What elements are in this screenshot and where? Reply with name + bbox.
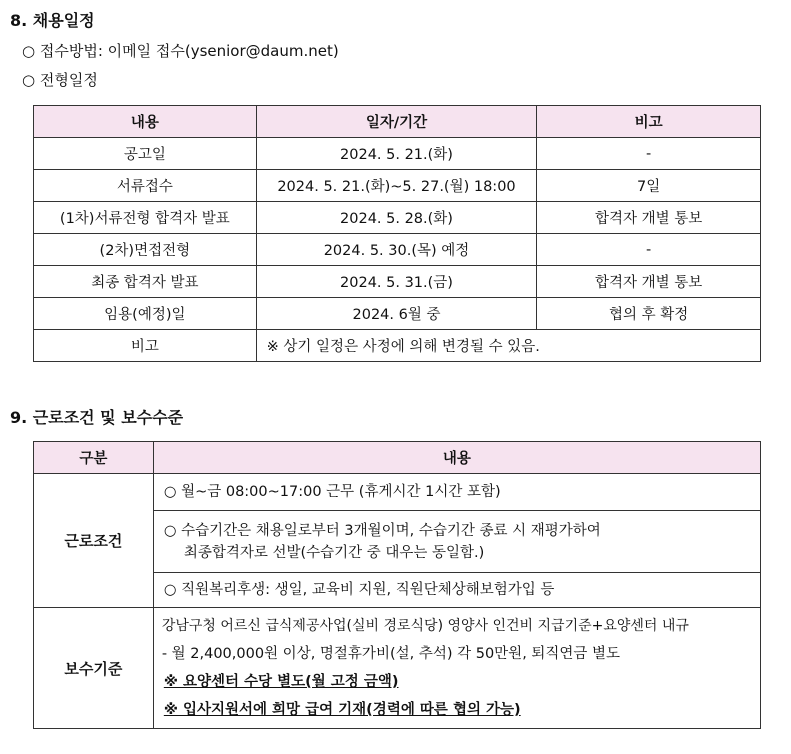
probation-line-2: 최종합격자로 선발(수습기간 중 대우는 동일함.) (183, 544, 485, 561)
cell: 협의 후 확정 (537, 298, 761, 330)
cell: - (537, 234, 761, 266)
salary-request-note: ※ 입사지원서에 희망 급여 기재(경력에 따른 협의 가능) (163, 702, 521, 718)
header-date: 일자/기간 (256, 106, 537, 138)
cell: 임용(예정)일 (34, 298, 257, 330)
allowance-note: ※ 요양센터 수당 별도(월 고정 금액) (163, 674, 399, 690)
cell: (2차)면접전형 (34, 234, 257, 266)
pay-label: 보수기준 (34, 608, 154, 729)
cell: 7일 (537, 170, 761, 202)
cell: 2024. 5. 21.(화)~5. 27.(월) 18:00 (256, 170, 537, 202)
table-row (34, 234, 761, 266)
note-text: ※ 상기 일정은 사정에 의해 변경될 수 있음. (256, 330, 760, 362)
pay-line-2: - 월 2,400,000원 이상, 명절휴가비(설, 추석) 각 50만원, 퇴직연금 별도 (161, 646, 621, 662)
header-content: 내용 (34, 106, 257, 138)
work-hours-cell (153, 474, 760, 511)
probation-cell (153, 511, 760, 573)
cell: 합격자 개별 통보 (537, 266, 761, 298)
header-note: 비고 (537, 106, 761, 138)
cell: 공고일 (34, 138, 257, 170)
pay-cell (153, 608, 760, 729)
schedule-label: ○ 전형일정 (22, 71, 98, 89)
table-row (34, 266, 761, 298)
cell: 2024. 5. 21.(화) (256, 138, 537, 170)
application-method: ○ 접수방법: 이메일 접수(ysenior@daum.net) (22, 42, 339, 60)
cell: 2024. 5. 28.(화) (256, 202, 537, 234)
welfare: ○ 직원복리후생: 생일, 교육비 지원, 직원단체상해보험가입 등 (163, 582, 555, 598)
conditions-header-row (34, 442, 761, 474)
table-row (34, 608, 761, 729)
cell: 최종 합격자 발표 (34, 266, 257, 298)
cell: 2024. 5. 30.(목) 예정 (256, 234, 537, 266)
cell: (1차)서류전형 합격자 발표 (34, 202, 257, 234)
cell: 합격자 개별 통보 (537, 202, 761, 234)
table-row (34, 138, 761, 170)
section8-title: 8. 채용일정 (10, 11, 95, 30)
header-details: 내용 (153, 442, 760, 474)
table-row (34, 474, 761, 511)
probation-line-1: ○ 수습기간은 채용일로부터 3개월이며, 수습기간 종료 시 재평가하여 (163, 522, 601, 539)
work-hours: ○ 월~금 08:00~17:00 근무 (휴게시간 1시간 포함) (163, 484, 501, 500)
pay-line-1: 강남구청 어르신 급식제공사업(실비 경로식당) 영양사 인건비 지급기준+요양센터 내규 (161, 618, 689, 634)
conditions-table (33, 441, 761, 729)
welfare-cell (153, 573, 760, 608)
table-row (34, 170, 761, 202)
table-row (34, 298, 761, 330)
note-row (34, 330, 761, 362)
header-category: 구분 (34, 442, 154, 474)
section9-title: 9. 근로조건 및 보수수준 (10, 408, 184, 427)
note-label: 비고 (34, 330, 257, 362)
schedule-header-row (34, 106, 761, 138)
schedule-table (33, 105, 761, 362)
table-row (34, 202, 761, 234)
cell: 서류접수 (34, 170, 257, 202)
cell: 2024. 6월 중 (256, 298, 537, 330)
cell: - (537, 138, 761, 170)
work-conditions-label: 근로조건 (34, 474, 154, 608)
cell: 2024. 5. 31.(금) (256, 266, 537, 298)
